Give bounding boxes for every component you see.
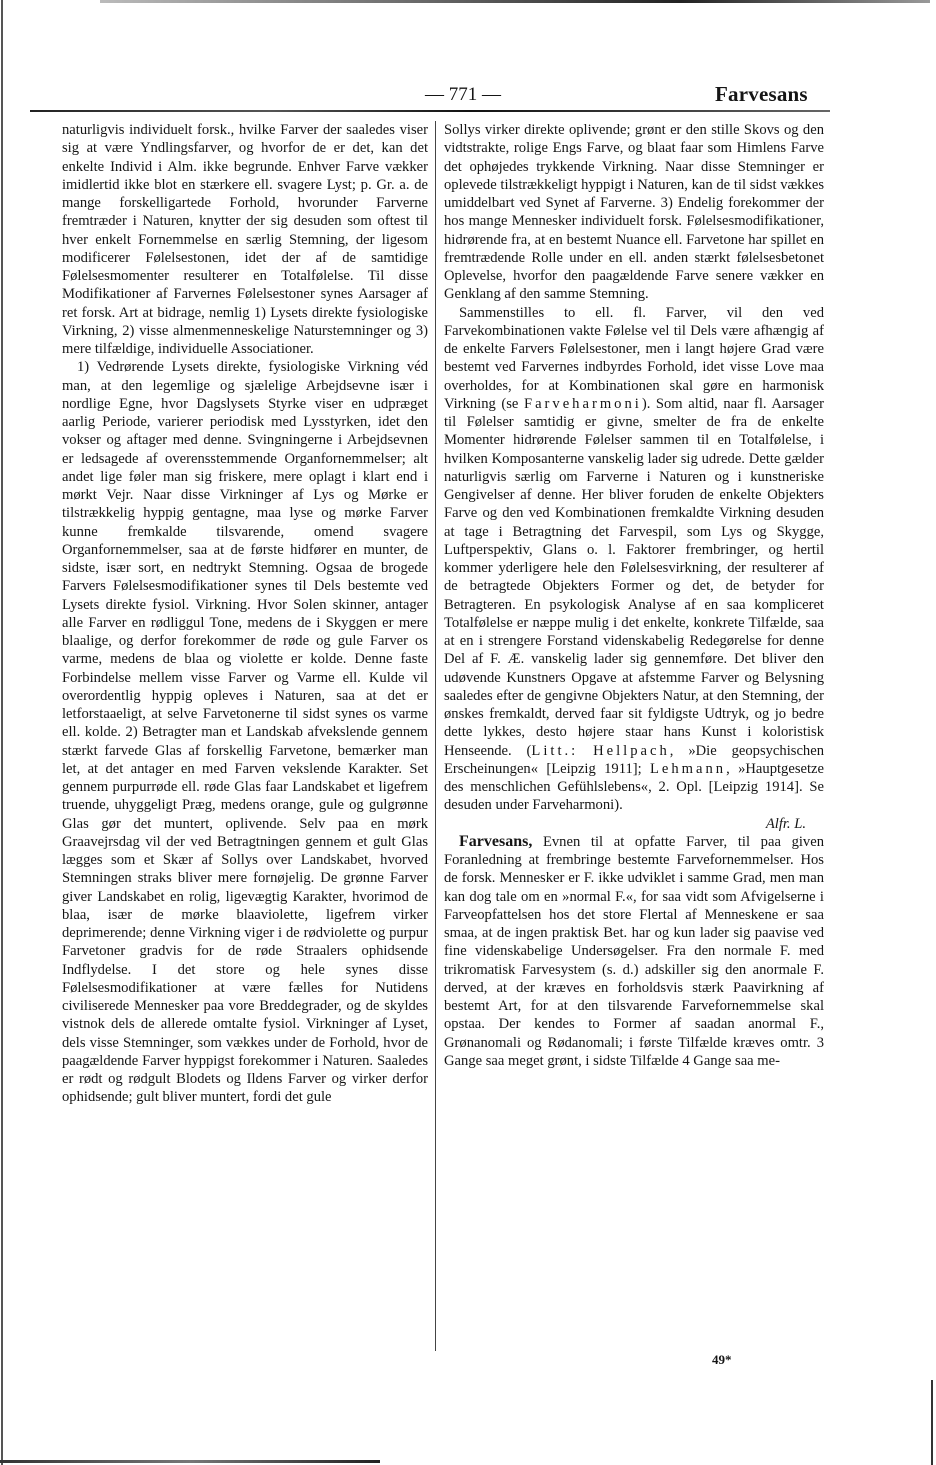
scan-edge-top (100, 0, 930, 3)
text-run: ). Som altid, naar fl. Aarsager til Følelser samtidig er givne, smelter de fra de enkelte Momenter hidrørende Følelser sammen til en Totalfølelse, i hvilken Komposanterne vanskelig lader sig udrede. Dette gælder naturligvis særlig om Farverne i Naturen og i kunstneriske Gengivelser af denne. Her bliver foruden de enkelte Objekters Farve og den ved Kombinationen fremkaldte Virkning desuden at tage i Betragtning det Farvespil, som Lys og Skygge, Luftperspektiv, Glans o. l. Faktorer frembringer, og hertil kommer yderligere hele den Følelsesvirkning, der resulterer af de betragtede Objekters Former og det, de betyder for Betragteren. En psykologisk Analyse af en saa kompliceret Totalfølelse er næppe mulig i det enkelte, konkrete Tilfælde, saa at en i strengere Forstand videnskabelig Redegørelse for denne Del af F. Æ. vanskelig lader sig gennemføre. Det bliver den udøvende Kunstners Opgave at afstemme Farver og Belysning saaledes efter de gengivne Objekters Natur, at den Stemning, der ønskes fremkaldt, derved faar sit fyldigste Udtryk, og jo bedre dette lykkes, desto højere staar hans Kunst i koloristisk Henseende. ( (444, 395, 824, 759)
running-head: Farvesans (715, 82, 808, 106)
scan-edge-bottom (0, 1460, 380, 1463)
entry-text: Evnen til at opfatte Farver, til paa given Foranledning at frembringe bestemte Farvefornemmelser. Hos de forsk. Mennesker er F. ikke udviklet i samme Grad, men man kan dog tale om en »normal F.«, for saa vidt som Afvigelserne i Farveopfattelsen hos det store Flertal af Menneskene er saa smaa, at de ingen praktisk Bet. har og kun lader sig paavise ved fine videnskabelige Undersøgelser. Fra den normale F. med trikromatisk Farvesystem (s. d.) adskiller sig den anormale F. derved, at der kræves en forholdsvis stærk Paavirkning af bestemt Art, for at den tilsvarende Farvefornemmelse skal opstaa. Der kendes to Former af saadan anormal F., Grønanomali og Rødanomali; i første Tilfælde kræves omtr. 3 Gange saa meget grønt, i sidste Tilfælde 4 Gange saa me- (444, 833, 824, 1069)
author-name: Hellpach (593, 742, 670, 759)
paragraph: Sollys virker direkte oplivende; grønt er den stille Skovs og den vidtstrakte, rolige Engs Farve, og blaat faar som Himlens Farve det ophøjedes trykkende Virkning. Naar disse Stemninger er oplevede tilstrækkeligt hyppigt i Naturen, kan de til sidst vækkes umiddelbart ved Synet af Farverne. 3) Endelig forekommer der hos mange Mennesker individuelt forsk. Følelsesmodifikationer, hidrørende fra, at en bestemt Nuance ell. Farvetone har spillet en fremtrædende Rolle under en ell. anden stærkt følelsesbetonet Oplevelse, hvorfor den paagældende Farve senere vækker en Genklang af den samme Stemning. (444, 122, 824, 303)
scan-edge-right (931, 1380, 933, 1465)
paragraph: naturligvis individuelt forsk., hvilke Farver der saaledes viser sig at være Yndlingsfarver, og hvorfor de er det, kan det enkelte Individ i Alm. ikke begrunde. Enhver Farve vækker imidlertid ikke blot en stærkere ell. svagere Lyst; p. Gr. a. de mange forskelligartede Forhold, hvorunder Farverne fremtræder i Naturen, knytter der sig desuden som oftest til hver enkelt Fornemmelse en særlig Stemning, der ligesom modificerer Følelsestonen, idet der af de samtidige Følelsesmomenter resulterer en Totalfølelse. Til disse Modifikationer af Farvernes Følelsestoner synes Aarsager af ret forsk. Art at bidrage, nemlig 1) Lysets direkte fysiologiske Virkning, 2) visse almenmenneskelige Naturstemninger og 3) mere tilfældige, individuelle Associationer. (62, 122, 428, 357)
paragraph: 1) Vedrørende Lysets direkte, fysiologiske Virkning véd man, at den legemlige og sjælelige Arbejdsevne især i nordlige Egne, hvor Dagslysets Styrke viser en udpræget aarlig Periode, varierer periodisk med Lysstyrken, idet den vokser og aftager med denne. Svingningerne i Arbejdsevnen er ledsagede af overensstemmende Organfornemmelser; alt andet lige føler man sig friskere, mere oplagt i klart end i mørkt Vejr. Naar disse Virkninger af Lys og Mørke er tilstrækkelig hyppig gentagne, maa lyse og mørke Farver kunne fremkalde tilsvarende, omend svagere Organfornemmelser, saa at de første hidfører en munter, de sidste, især sort, en nedtrykt Stemning. Ogsaa de brogede Farvers Følelsesmodifikationer synes til Dels bestemte ved Lysets direkte fysiol. Virkning. Hvor Solen skinner, antager alle Farver en rødliggul Tone, medens de i Skyggen er mere blaalige, og derfor forekommer de røde og gule Farver os varme, medens de blaa og violette er kolde. Denne faste Forbindelse mellem visse Farver og Varme ell. Kulde vil overordentlig hyppig opleves i Naturen, saa at det er letforstaaeligt, at selve Farvetonerne til sidst synes os varme ell. kolde. 2) Betragter man et Landskab afvekslende gennem stærkt farvede Glas af forskellig Farvetone, bemærker man let, at det antager en med Farven vekslende Karakter. Set gennem purpurrøde ell. røde Glas faar Landskabet et ligefrem truende, uhyggeligt Præg, medens orange, gule og gulgrønne Glas gør det muntert, oplivende. Selv paa en mørk Graavejrsdag vil der ved Betragtningen gennem et gult Glas lægges som et Skær af Sollys over Landskabet, hvorved Stemningen straks bliver mere fornøjelig. De grønne Farver giver Landskabet en rolig, ligevægtig Karakter, hvorimod de blaa, især de mørke blaaviolette, ligefrem virker deprimerende; denne Virkning viger i de rødviolette og purpur Farvetoner gradvis for de røde Straalers ophidsende Indflydelse. I det store og hele synes disse Følelsesmodifikationer at være fælles for Nutidens civiliserede Mennesker paa vore Breddegrader, og de skyldes vistnok dels de allerede omtalte fysiol. Virkninger af Lyset, dels visse Stemninger, som vækkes under de Forhold, hvor de paagældende Farver hyppigst forekommer i Naturen. Saaledes er rødt og rødgult Blodets og Ildens Farver og virker derfor ophidsende; gult bliver muntert, fordi det gule (62, 359, 428, 1106)
page-header (30, 80, 830, 110)
literature-label: Litt.: (531, 742, 579, 759)
citation-work: , »Hauptgesetze des menschlichen Gefühlslebens«, 2. Opl. [Leipzig 1914]. Se desuden under Farveharmoni). (444, 760, 824, 814)
paragraph (444, 304, 824, 815)
right-column (444, 121, 824, 1070)
left-column (62, 121, 428, 1107)
text-run: Sammenstilles to ell. fl. Farver, vil den ved Farvekombinationen vakte Følelse vel til Dels være afhængig af de enkelte Farvers Følelsestoner, men i langt højere Grad være bestemt ved Farvernes indbyrdes Forhold, idet visse Love maa overholdes, for at Kombinationen skal gøre en harmonisk Virkning (se (444, 304, 824, 412)
column-divider (435, 121, 436, 1351)
entry-paragraph (444, 833, 824, 1070)
author-name: Lehmann (649, 760, 727, 777)
citation-work: , »Die geopsychischen Erscheinungen« [Leipzig 1911]; (444, 742, 824, 777)
scan-edge-left (1, 0, 3, 1465)
header-rule (30, 110, 830, 112)
sheet-signature-mark: 49* (712, 1352, 732, 1367)
author-signature: Alfr. L. (765, 815, 806, 832)
cross-reference: Farveharmoni (523, 395, 642, 412)
page-number: — 771 — (425, 84, 501, 105)
entry-headword: Farvesans, (459, 832, 533, 850)
